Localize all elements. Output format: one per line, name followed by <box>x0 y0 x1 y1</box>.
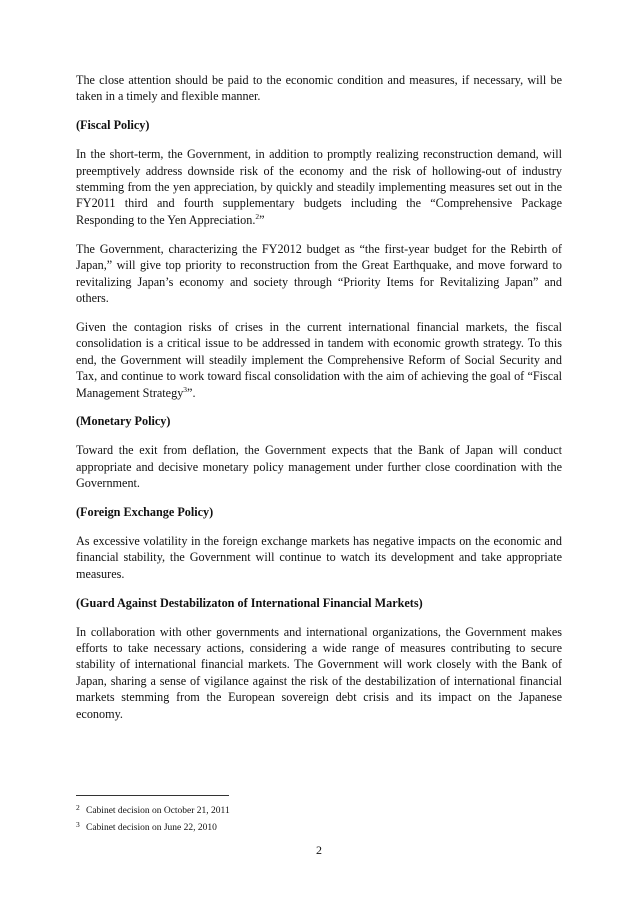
paragraph-short-term-measures <box>76 146 562 228</box>
footnote-divider <box>76 795 229 796</box>
footnote-ref-3[interactable]: 3 <box>183 384 188 394</box>
footnote-ref-2[interactable]: 2 <box>255 211 260 221</box>
paragraph-financial-markets: In collaboration with other governments and international organizations, the Government makes efforts to take necessary actions, considering a wide range of measures contributing to secure stability of international financial markets. The Government will work closely with the Bank of Japan, sharing a sense of vigilance against the risk of the destabilization of international financial markets stemming from the European sovereign debt crisis and its impact on the Japanese economy. <box>76 624 562 721</box>
heading-fiscal-policy: (Fiscal Policy) <box>76 118 150 133</box>
paragraph-text-end: ”. <box>187 385 196 400</box>
paragraph-foreign-exchange: As excessive volatility in the foreign exchange markets has negative impacts on the economic and financial stability, the Government will continue to watch its development and take appropriate measures. <box>76 533 562 581</box>
heading-monetary-policy: (Monetary Policy) <box>76 414 171 429</box>
paragraph-monetary-policy: Toward the exit from deflation, the Government expects that the Bank of Japan will conduct appropriate and decisive monetary policy management under further close coordination with the Government. <box>76 443 562 491</box>
paragraph-intro: The close attention should be paid to the economic condition and measures, if necessary, will be taken in a timely and flexible manner. <box>76 73 562 104</box>
paragraph-fiscal-consolidation <box>76 319 562 401</box>
footnote-item <box>76 801 562 818</box>
footnote-number: 3 <box>76 820 80 829</box>
footnote-text: Cabinet decision on October 21, 2011 <box>86 806 230 816</box>
body-text <box>76 72 562 735</box>
footnote-number: 2 <box>76 803 80 812</box>
heading-foreign-exchange-policy: (Foreign Exchange Policy) <box>76 505 214 520</box>
paragraph-fy2012-budget: The Government, characterizing the FY2012 budget as “the first-year budget for the Rebirth of Japan,” will give top priority to reconstruction from the Great Earthquake, and move forward to revitalizing Japan’s economy and society through “Priority Items for Revitalizing Japan” and others. <box>76 241 562 305</box>
footnotes <box>76 801 562 835</box>
paragraph-text-end: ” <box>259 212 265 227</box>
paragraph-text: Given the contagion risks of crises in the current international financial markets, the fiscal consolidation is a critical issue to be addressed in tandem with economic growth strategy. To this end, the Government will steadily implement the Comprehensive Reform of Social Security and Tax, and continue to work toward fiscal consolidation with the aim of achieving the goal of “Fiscal Management Strategy <box>76 319 562 400</box>
footnote-item <box>76 818 562 835</box>
page-number: 2 <box>316 843 322 857</box>
heading-financial-markets: (Guard Against Destabilizaton of International Financial Markets) <box>76 595 423 610</box>
footnote-text: Cabinet decision on June 22, 2010 <box>86 823 217 833</box>
paragraph-text: In the short-term, the Government, in addition to promptly realizing reconstruction demand, will preemptively address downside risk of the economy and the risk of hollowing-out of industry stemming from the yen appreciation, by quickly and steadily implementing measures set out in the FY2011 third and fourth supplementary budgets including the “Comprehensive Package Responding to the Yen Appreciation. <box>76 147 562 227</box>
